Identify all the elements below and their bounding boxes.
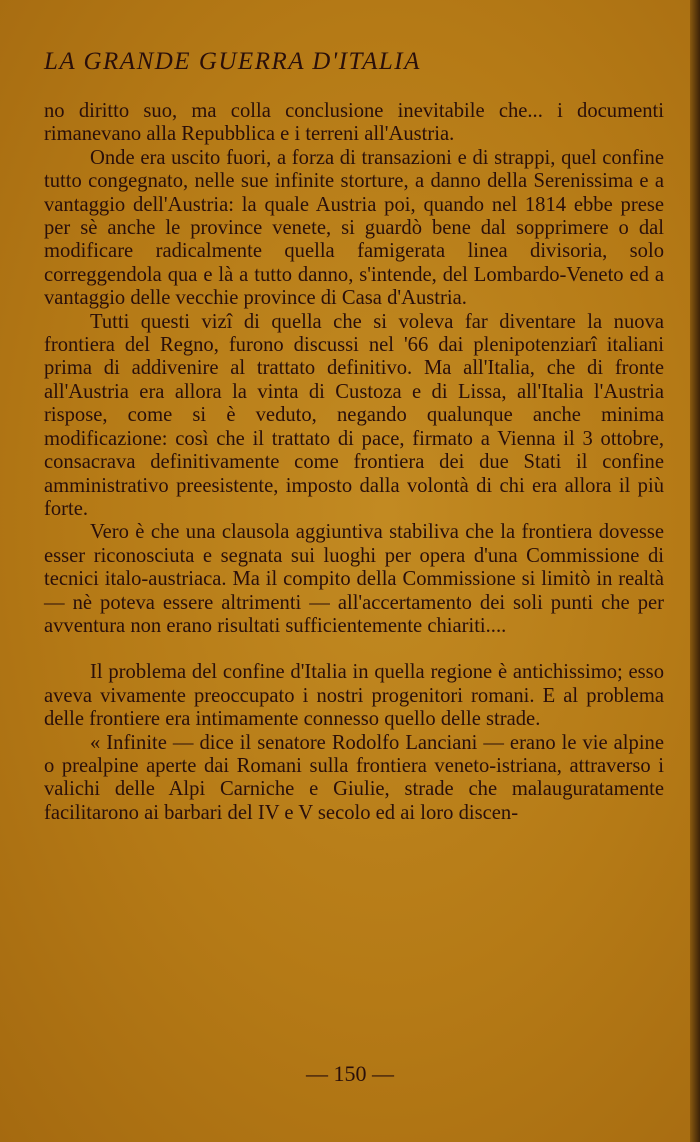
paragraph: Onde era uscito fuori, a forza di transazioni e di strappi, quel confine tutto congegnato, nelle sue infinite storture, a danno della Serenissima e a vantaggio dell'Austria: la quale Austria poi, quando nel 1814 ebbe prese per sè anche le province venete, si guardò bene dal sopprimere o dal modificare radicalmente quella famigerata linea divisoria, solo correggendola qua e là a tutto danno, s'intende, del Lombardo-Veneto ed a vantaggio delle vecchie province di Casa d'Austria. — [44, 146, 664, 310]
paragraph-continuation: no diritto suo, ma colla conclusione inevitabile che... i documenti rimanevano alla Repubblica e i terreni all'Austria. — [44, 100, 664, 146]
paragraph: Vero è che una clausola aggiuntiva stabiliva che la frontiera dovesse esser riconosciuta e segnata sui luoghi per opera d'una Commissione di tecnici italo-austriaca. Ma il compito della Commissione si limitò in realtà — nè poteva essere altrimenti — all'accertamento dei soli punti che per avventura non erano risultati sufficientemente chiariti.... — [44, 521, 664, 637]
page-edge-shadow — [690, 0, 700, 1142]
page-number: — 150 — — [306, 1061, 394, 1086]
paragraph: Tutti questi vizî di quella che si voleva far diventare la nuova frontiera del Regno, furono discussi nel '66 dai plenipotenziarî italiani prima di addivenire al trattato definitivo. Ma all'Italia, che di fronte all'Austria era allora la vinta di Custoza e di Lissa, all'Italia l'Austria rispose, come si è veduto, negando qualunque anche minima modificazione: così che il trattato di pace, firmato a Vienna il 3 ottobre, consacrava definitivamente come frontiera dei due Stati il confine amministrativo preesistente, imposto dalla volontà di chi era allora il più forte. — [44, 310, 664, 520]
text-body — [44, 100, 664, 825]
paragraph-section-start: Il problema del confine d'Italia in quella regione è antichissimo; esso aveva vivamente preoccupato i nostri progenitori romani. E al problema delle frontiere era intimamente connesso quello delle strade. — [44, 661, 664, 731]
paragraph-quote: « Infinite — dice il senatore Rodolfo Lanciani — erano le vie alpine o prealpine aperte dai Romani sulla frontiera veneto-istriana, attraverso i valichi delle Alpi Carniche e Giulie, strade che malauguratamente facilitarono ai barbari del IV e V secolo ed ai loro discen- — [44, 731, 664, 824]
running-header: LA GRANDE GUERRA D'ITALIA — [44, 48, 421, 75]
